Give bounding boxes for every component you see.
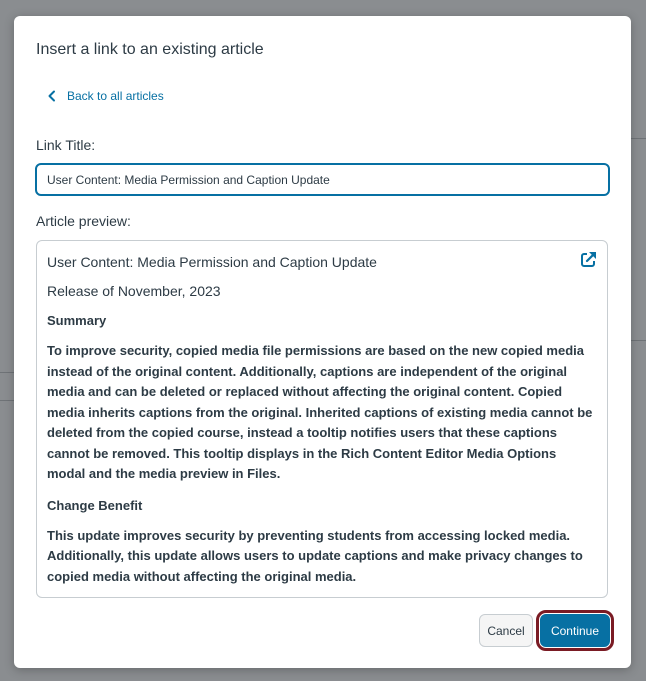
backdrop-divider	[631, 138, 646, 139]
backdrop-fragment	[2, 80, 14, 119]
preview-header	[47, 253, 597, 271]
preview-date: Release of November, 2023	[47, 283, 221, 299]
insert-link-modal	[14, 16, 631, 668]
backdrop-divider	[0, 372, 14, 373]
chevron-left-icon	[46, 90, 58, 102]
cancel-button[interactable]: Cancel	[479, 614, 533, 647]
article-preview-label: Article preview:	[36, 213, 131, 229]
link-title-input[interactable]	[35, 163, 610, 196]
external-link-icon[interactable]	[581, 251, 597, 267]
change-benefit-heading: Change Benefit	[47, 497, 143, 513]
backdrop-divider	[631, 340, 646, 341]
change-benefit-body: This update improves security by preventing students from accessing locked media. Additionally, this update allows users to update captions and make privacy changes to copied media without affecting the original media.	[47, 527, 583, 584]
summary-body: To improve security, copied media file permissions are based on the new copied media instead of the original content. Additionally, captions are independent of the original media and can be deleted or replaced without affecting the original content. Copied media inherits captions from the original. Inherited captions of existing media cannot be deleted from the copied course, instead a tooltip notifies users that these captions cannot be removed. This tooltip displays in the Rich Content Editor Media Options modal and the media preview in Files.	[47, 343, 593, 481]
continue-button[interactable]: Continue	[540, 614, 610, 647]
back-to-articles-link[interactable]	[46, 89, 164, 103]
backdrop-divider	[0, 400, 14, 401]
summary-heading: Summary	[47, 313, 107, 328]
preview-title: User Content: Media Permission and Caption Update	[47, 254, 377, 270]
modal-title: Insert a link to an existing article	[36, 41, 264, 58]
article-preview	[36, 240, 608, 598]
link-title-label: Link Title:	[36, 137, 96, 153]
back-link-label: Back to all articles	[67, 89, 164, 103]
